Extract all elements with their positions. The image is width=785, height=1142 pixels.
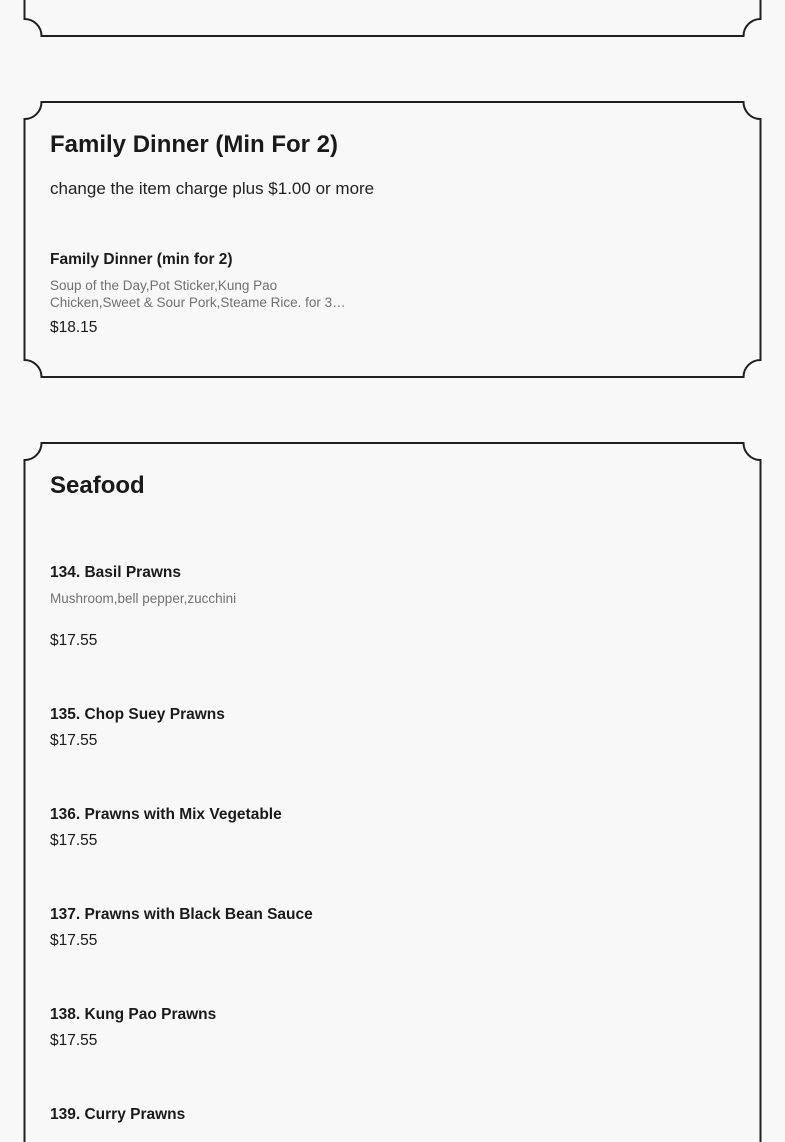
menu-item-name: 139. Curry Prawns [50, 1106, 186, 1123]
menu-item-prawns-black-bean[interactable] [50, 906, 470, 956]
menu-item-description: Mushroom,bell pepper,zucchini [50, 591, 237, 606]
menu-item-price: $17.55 [50, 632, 98, 649]
section-title: Seafood [50, 472, 145, 499]
menu-item-price: $17.55 [50, 932, 98, 949]
menu-item-curry-prawns[interactable] [50, 1106, 470, 1126]
section-card-seafood [24, 442, 761, 1142]
menu-item-price: $17.55 [50, 832, 98, 849]
menu-item-price: $18.15 [50, 319, 98, 336]
menu-item-name: 134. Basil Prawns [50, 564, 181, 581]
card-frame [24, 0, 761, 37]
menu-item-name: 135. Chop Suey Prawns [50, 706, 225, 723]
menu-item-price: $17.55 [50, 1032, 98, 1049]
menu-item-price: $17.55 [50, 732, 98, 749]
menu-item-chop-suey-prawns[interactable] [50, 706, 470, 756]
previous-section-card [24, 0, 761, 37]
menu-item-name: 136. Prawns with Mix Vegetable [50, 806, 282, 823]
section-description: change the item charge plus $1.00 or more [50, 179, 375, 198]
section-card-family-dinner [24, 101, 761, 378]
menu-item-kung-pao-prawns[interactable] [50, 1006, 470, 1056]
menu-item-family-dinner[interactable] [50, 251, 470, 341]
section-title: Family Dinner (Min For 2) [50, 131, 339, 158]
menu-item-prawns-mix-vegetable[interactable] [50, 806, 470, 856]
menu-item-name: 138. Kung Pao Prawns [50, 1006, 217, 1023]
menu-item-basil-prawns[interactable] [50, 564, 470, 654]
menu-item-name: Family Dinner (min for 2) [50, 251, 233, 268]
menu-item-name: 137. Prawns with Black Bean Sauce [50, 906, 313, 923]
menu-item-description: Soup of the Day,Pot Sticker,Kung Pao Chicken,Sweet & Sour Pork,Steame Rice. for 3… [50, 278, 346, 310]
